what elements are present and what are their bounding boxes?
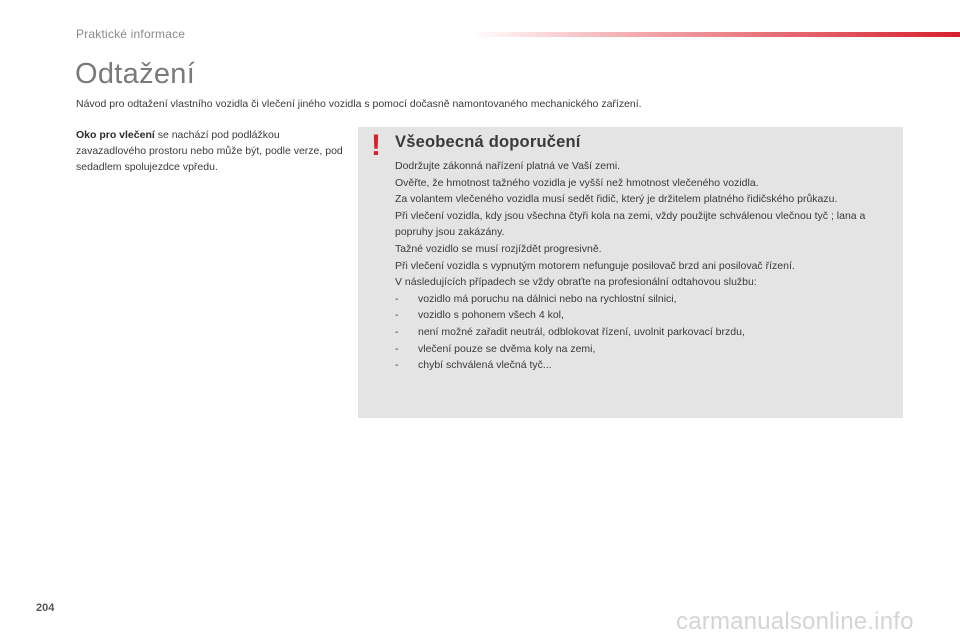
section-header: Praktické informace [76, 27, 186, 41]
list-item-text: chybí schválená vlečná tyč... [418, 359, 552, 372]
list-item-text: vlečení pouze se dvěma koly na zemi, [418, 342, 596, 355]
list-dash: - [395, 292, 399, 305]
watermark[interactable]: carmanualsonline.info [676, 608, 914, 635]
recommendation-line: Při vlečení vozidla s vypnutým motorem nefunguje posilovač brzd ani posilovač řízení. [395, 259, 795, 272]
towing-eye-paragraph [76, 127, 346, 175]
header-accent-bar [470, 32, 960, 37]
list-item [395, 307, 890, 324]
list-item-text: vozidlo má poruchu na dálnici nebo na rychlostní silnici, [418, 292, 677, 305]
page-title: Odtažení [75, 58, 196, 90]
recommendation-line: Za volantem vlečeného vozidla musí sedět řidič, který je držitelem platného řidičského průkazu. [395, 193, 838, 206]
towing-eye-text: se nachází pod podlážkou zavazadlového prostoru nebo může být, podle verze, pod sedadlem spolujezdce vpředu. [76, 129, 343, 173]
recommendation-line: Tažné vozidlo se musí rozjíždět progresivně. [395, 242, 602, 255]
recommendation-line: Ověřte, že hmotnost tažného vozidla je vyšší než hmotnost vlečeného vozidla. [395, 176, 759, 189]
list-item [395, 291, 890, 308]
list-item [395, 324, 890, 341]
list-item-text: není možné zařadit neutrál, odblokovat řízení, uvolnit parkovací brzdu, [418, 325, 745, 338]
list-dash: - [395, 309, 399, 322]
towing-eye-label: Oko pro vlečení [76, 129, 155, 141]
page-number: 204 [36, 602, 55, 614]
recommendation-line: V následujících případech se vždy obraťte na profesionální odtahovou službu: [395, 276, 757, 289]
recommendation-line: Dodržujte zákonná nařízení platná ve Vaší zemi. [395, 160, 621, 172]
intro-text: Návod pro odtažení vlastního vozidla či vlečení jiného vozidla s pomocí dočasně namontovaného mechanického zařízení. [76, 98, 642, 110]
list-item-text: vozidlo s pohonem všech 4 kol, [418, 309, 564, 322]
warning-icon: ! [371, 129, 381, 162]
professional-service-list [395, 291, 890, 374]
recommendations-title: Všeobecná doporučení [395, 133, 581, 151]
list-item [395, 341, 890, 358]
list-item [395, 357, 890, 374]
list-dash: - [395, 325, 399, 338]
recommendations-body [395, 158, 890, 374]
recommendation-line: Při vlečení vozidla, kdy jsou všechna čtyři kola na zemi, vždy použijte schválenou vlečnou tyč ; lana a popruhy jsou zakázány. [395, 209, 866, 239]
recommendations-box [358, 127, 903, 418]
list-dash: - [395, 359, 399, 372]
list-dash: - [395, 342, 399, 355]
